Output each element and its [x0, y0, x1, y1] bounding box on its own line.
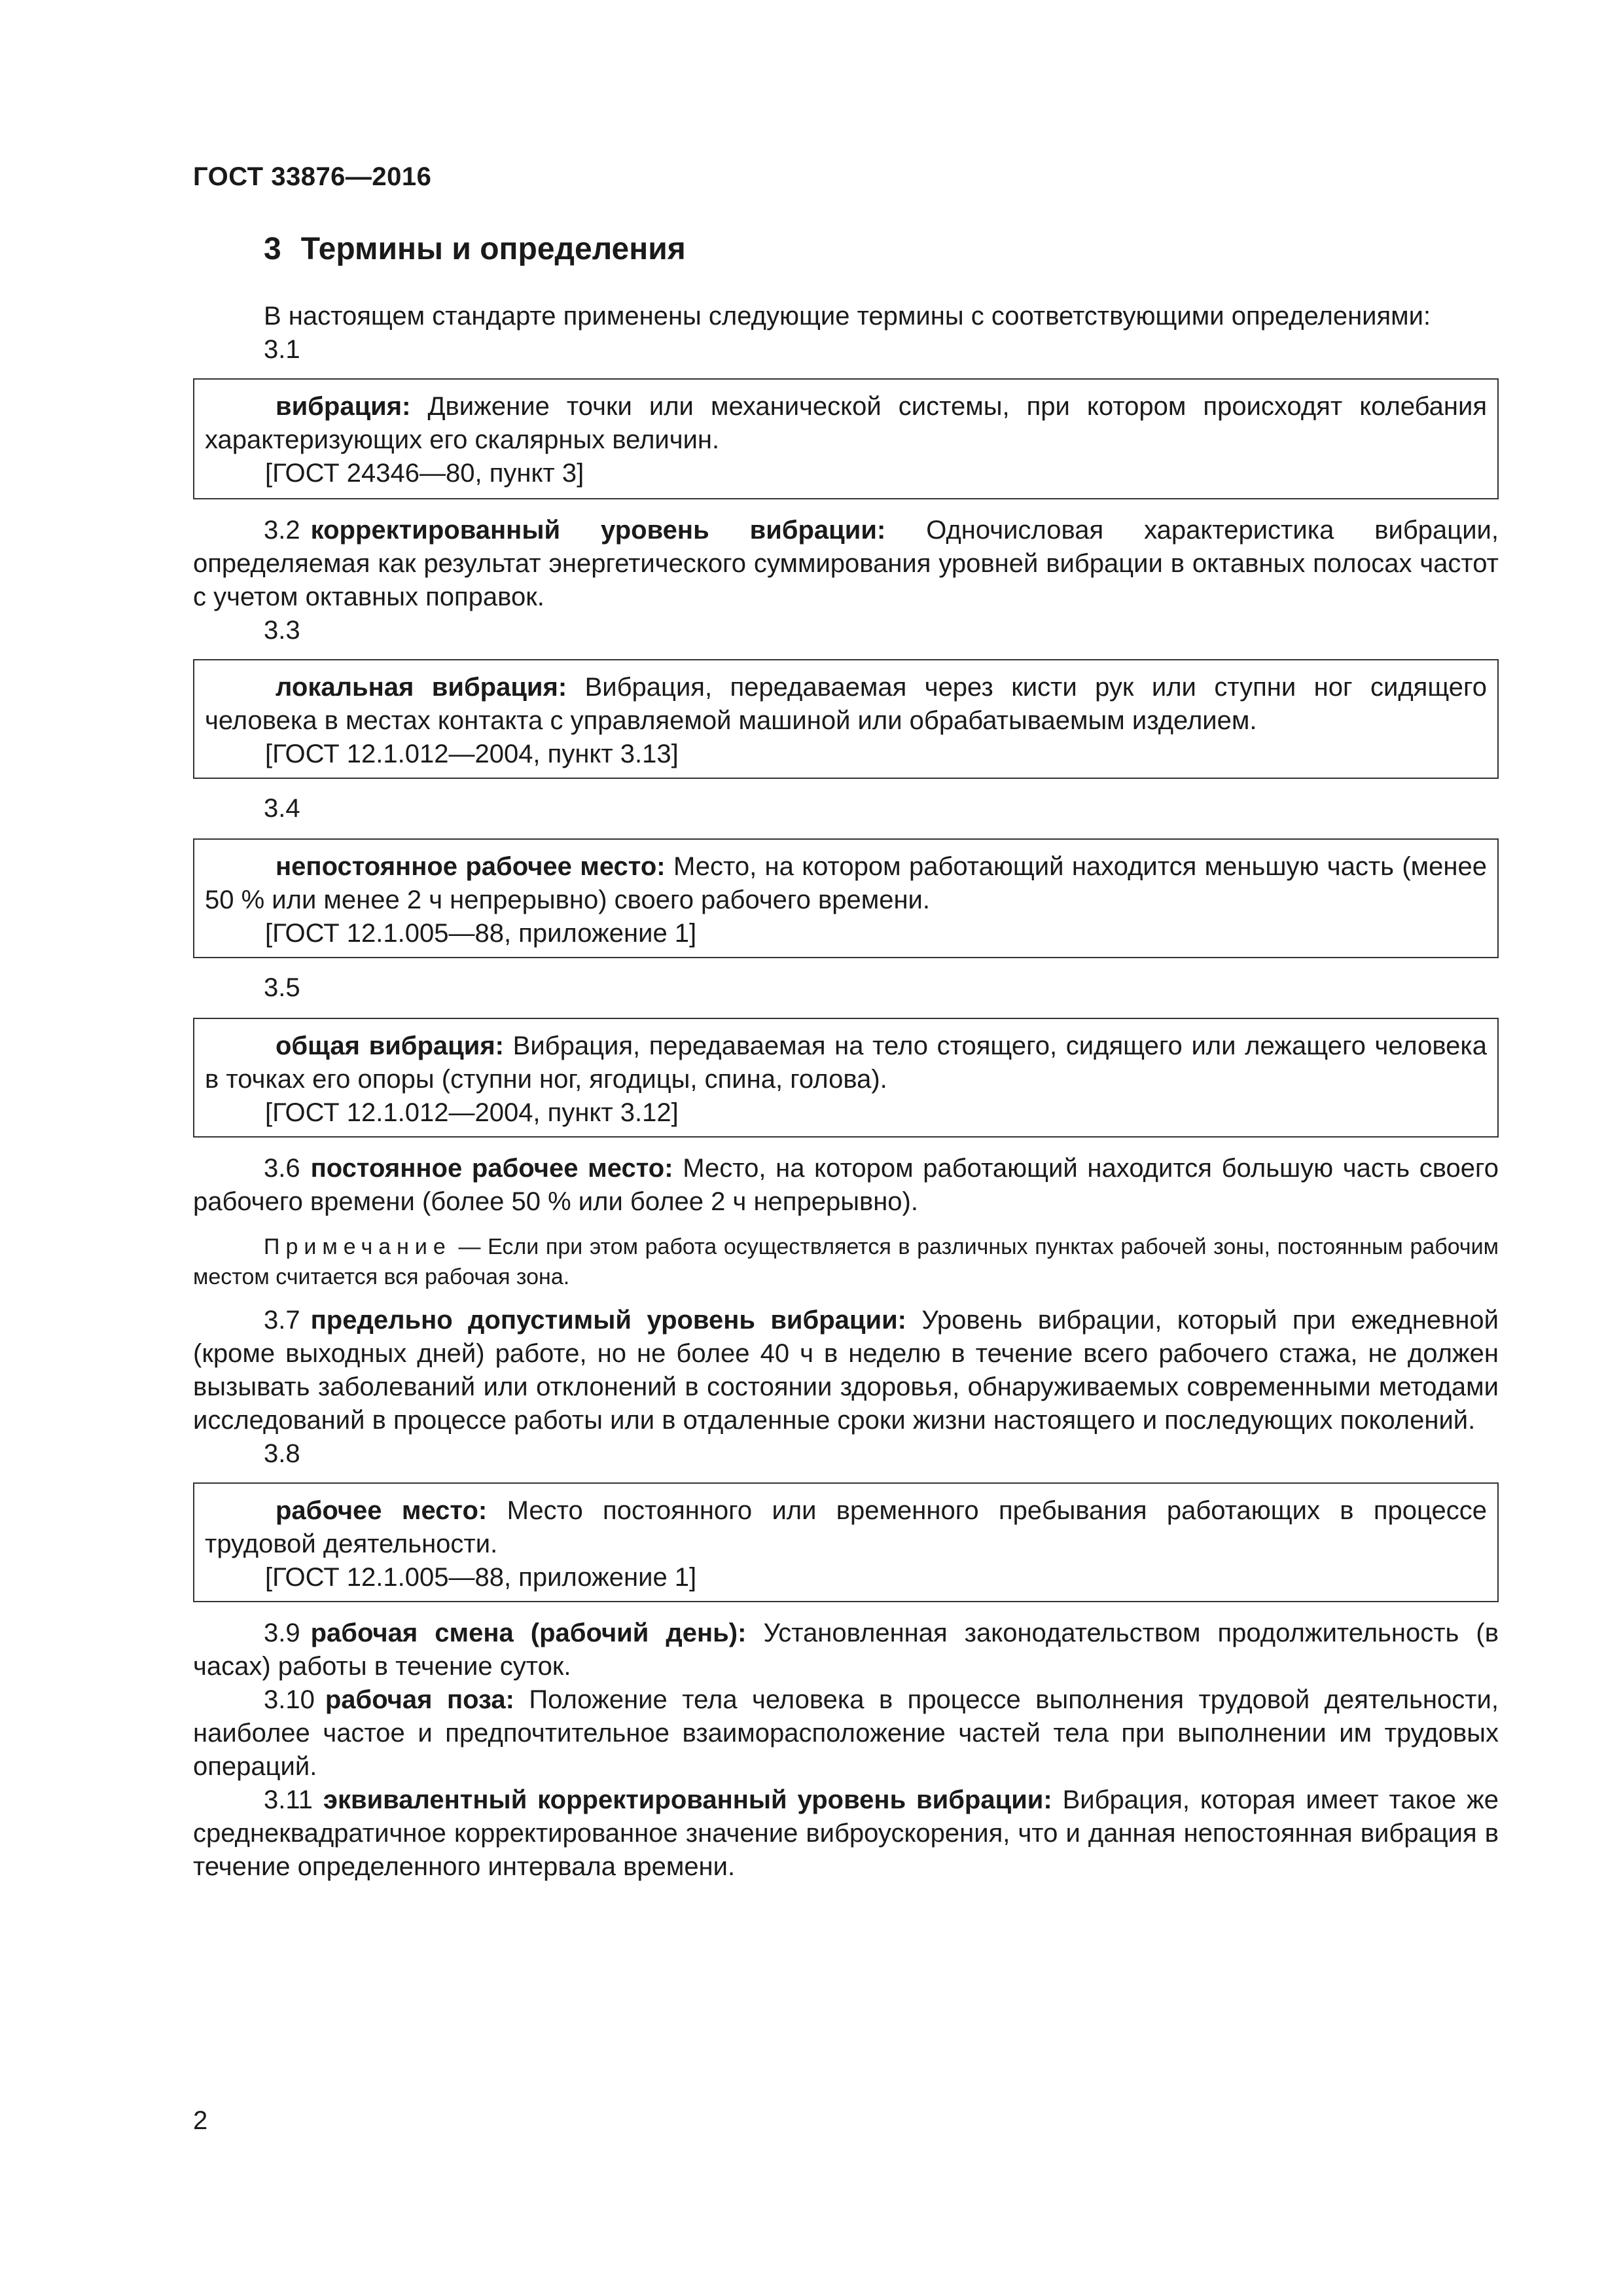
term-reference: [ГОСТ 12.1.012—2004, пункт 3.13]	[265, 740, 679, 768]
section-title-text: Термины и определения	[300, 232, 686, 266]
term-reference: [ГОСТ 12.1.012—2004, пункт 3.12]	[265, 1098, 679, 1127]
term-number: 3.3	[264, 616, 300, 645]
section-heading	[264, 231, 686, 267]
term-number: 3.4	[264, 794, 300, 823]
term-name: рабочая поза:	[325, 1685, 514, 1714]
term-reference: [ГОСТ 12.1.005—88, приложение 1]	[265, 1563, 697, 1592]
term-name: постоянное рабочее место:	[310, 1154, 673, 1183]
term-reference: [ГОСТ 12.1.005—88, приложение 1]	[265, 919, 697, 948]
document-code: ГОСТ 33876—2016	[193, 162, 432, 191]
term-definition: общая вибрация: Вибрация, передаваемая на тело стоящего, сидящего или лежащего человека в точках его опоры (ступни ног, ягодицы, спина, голова).	[205, 1031, 1488, 1094]
term-paragraph-3-9: 3.9 рабочая смена (рабочий день): Установленная законодательством продолжительность (в часах) работы в течение суток.	[193, 1619, 1499, 1681]
term-name: непостоянное рабочее место:	[276, 852, 666, 881]
term-definition: вибрация: Движение точки или механической системы, при котором происходят колебания характеризующих его скалярных величин.	[205, 392, 1487, 454]
term-paragraph-3-2: 3.2 корректированный уровень вибрации: Одночисловая характеристика вибрации, определяемая как результат энергетического суммирования уровней вибрации в октавных полосах частот с учетом октавных поправок.	[193, 516, 1499, 611]
term-paragraph-3-6: 3.6 постоянное рабочее место: Место, на котором работающий находится большую часть своего рабочего времени (более 50 % или более 2 ч непрерывно).	[193, 1154, 1499, 1216]
term-name: вибрация:	[276, 392, 411, 421]
term-box-3-8	[193, 1482, 1499, 1602]
term-name: эквивалентный корректированный уровень вибрации:	[323, 1785, 1052, 1814]
term-number: 3.1	[264, 335, 300, 364]
term-name: общая вибрация:	[276, 1031, 505, 1060]
term-box-3-1	[193, 378, 1499, 499]
term-name: рабочая смена (рабочий день):	[310, 1619, 747, 1647]
content	[193, 300, 1499, 1884]
term-definition: локальная вибрация: Вибрация, передаваемая через кисти рук или ступни ног сидящего человека в местах контакта с управляемой машиной или обрабатываемым изделием.	[205, 673, 1487, 735]
term-box-3-3	[193, 659, 1499, 779]
term-paragraph-3-7: 3.7 предельно допустимый уровень вибрации: Уровень вибрации, который при ежедневной (кроме выходных дней) работе, но не более 40 ч в неделю в течение всего рабочего стажа, не должен вызывать заболеваний или отклонений в состоянии здоровья, обнаруживаемых современными методами исследований в процессе работы или в отдаленные сроки жизни настоящего и последующих поколений.	[193, 1306, 1499, 1435]
term-paragraph-3-10: 3.10 рабочая поза: Положение тела человека в процессе выполнения трудовой деятельности, наиболее частое и предпочтительное взаиморасположение частей тела при выполнении им трудовых операций.	[193, 1685, 1499, 1781]
term-name: рабочее место:	[276, 1496, 488, 1525]
term-box-3-5	[193, 1018, 1499, 1138]
note-label: Примечание	[264, 1234, 452, 1259]
term-number: 3.8	[264, 1439, 300, 1468]
term-name: локальная вибрация:	[276, 673, 567, 702]
page-number: 2	[193, 2106, 208, 2135]
term-box-3-4	[193, 838, 1499, 958]
section-number: 3	[264, 232, 281, 266]
term-definition: непостоянное рабочее место: Место, на котором работающий находится меньшую часть (менее 50 % или менее 2 ч непрерывно) своего рабочего времени.	[205, 852, 1487, 914]
term-number: 3.5	[264, 973, 300, 1002]
term-paragraph-3-11: 3.11 эквивалентный корректированный уровень вибрации: Вибрация, которая имеет такое же среднеквадратичное корректированное значение виброускорения, что и данная непостоянная вибрация в течение определенного интервала времени.	[193, 1785, 1499, 1881]
term-name: предельно допустимый уровень вибрации:	[310, 1306, 906, 1335]
term-reference: [ГОСТ 24346—80, пункт 3]	[265, 459, 584, 488]
note: Примечание — Если при этом работа осуществляется в различных пунктах рабочей зоны, постоянным рабочим местом считается вся рабочая зона.	[193, 1234, 1499, 1289]
term-name: корректированный уровень вибрации:	[310, 516, 886, 545]
term-definition: рабочее место: Место постоянного или временного пребывания работающих в процессе трудовой деятельности.	[205, 1496, 1487, 1558]
intro-paragraph: В настоящем стандарте применены следующие термины с соответствующими определениями:	[264, 302, 1431, 331]
